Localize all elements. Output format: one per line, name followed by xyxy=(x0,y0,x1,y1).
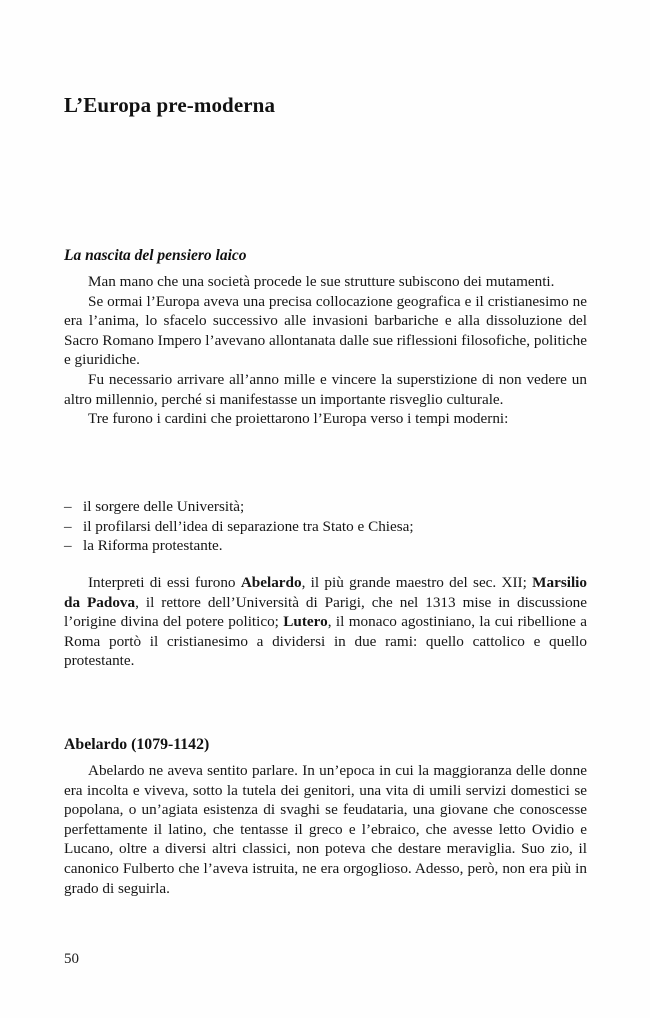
dash-marker-icon: – xyxy=(64,498,72,515)
list-item xyxy=(64,517,587,537)
list-item-label: la Riforma protestante. xyxy=(83,537,223,555)
dash-marker-icon: – xyxy=(64,537,72,555)
bullet-list xyxy=(64,497,587,556)
page-number: 50 xyxy=(64,951,79,967)
section-heading-abelardo: Abelardo (1079-1142) xyxy=(64,735,210,753)
paragraph: Fu necessario arrivare all’anno mille e vincere la superstizione di non vedere un altro millennio, perché si manifestasse un importante risveglio culturale. xyxy=(64,370,587,408)
body-text-block-2 xyxy=(64,573,587,671)
list-item xyxy=(64,497,587,517)
list-item-label: il sorgere delle Università; xyxy=(83,498,245,515)
body-text-block-1 xyxy=(64,272,587,429)
text-run: , il monaco agostiniano, la cui ribellione a Roma portò il cristianesimo a dividersi in due rami: quello cattolico e quello protestante. xyxy=(64,613,587,670)
section-subheading: La nascita del pensiero laico xyxy=(64,246,247,264)
emphasis-abelardo: Abelardo xyxy=(240,574,302,591)
body-text-block-3 xyxy=(64,761,587,898)
paragraph-with-emphasis xyxy=(64,573,587,671)
text-run: Interpreti di essi furono xyxy=(88,574,241,591)
text-run: , il rettore dell’Università di Parigi, che nel 1313 mise in discussione l’origine divina del potere politico; xyxy=(64,593,588,631)
list-item xyxy=(64,536,587,556)
paragraph: Tre furono i cardini che proiettarono l’Europa verso i tempi moderni: xyxy=(88,410,509,428)
dash-marker-icon: – xyxy=(64,517,72,535)
text-run: , il più grande maestro del sec. XII; xyxy=(301,574,533,591)
emphasis-lutero: Lutero xyxy=(283,613,328,631)
paragraph: Abelardo ne aveva sentito parlare. In un’epoca in cui la maggioranza delle donne era incolta e viveva, sotto la tutela dei genitori, una vita di umili servizi domestici se popolana, o un’agiata esistenza di svaghi se feudataria, una giovane che conoscesse perfettamente il latino, che tentasse il greco e l’ebraico, che avesse letto Ovidio e Lucano, oltre a diversi altri classici, non poteva che destare meraviglia. Suo zio, il canonico Fulberto che l’aveva istruita, ne era orgoglioso. Adesso, però, non era più in grado di seguirla. xyxy=(64,762,587,897)
list-item-label: il profilarsi dell’idea di separazione tra Stato e Chiesa; xyxy=(83,517,414,535)
chapter-title: L’Europa pre-moderna xyxy=(64,93,276,118)
emphasis-marsilio: Marsilio da Padova xyxy=(64,574,587,611)
paragraph: Man mano che una società procede le sue strutture subiscono dei mutamenti. xyxy=(88,273,555,290)
paragraph: Se ormai l’Europa aveva una precisa collocazione geografica e il cristianesimo ne era l’anima, lo sfacelo successivo alle invasioni barbariche e alla dissoluzione del Sacro Romano Impero l’avevano allontanata dalle sue riflessioni filosofiche, politiche e giuridiche. xyxy=(64,292,587,369)
